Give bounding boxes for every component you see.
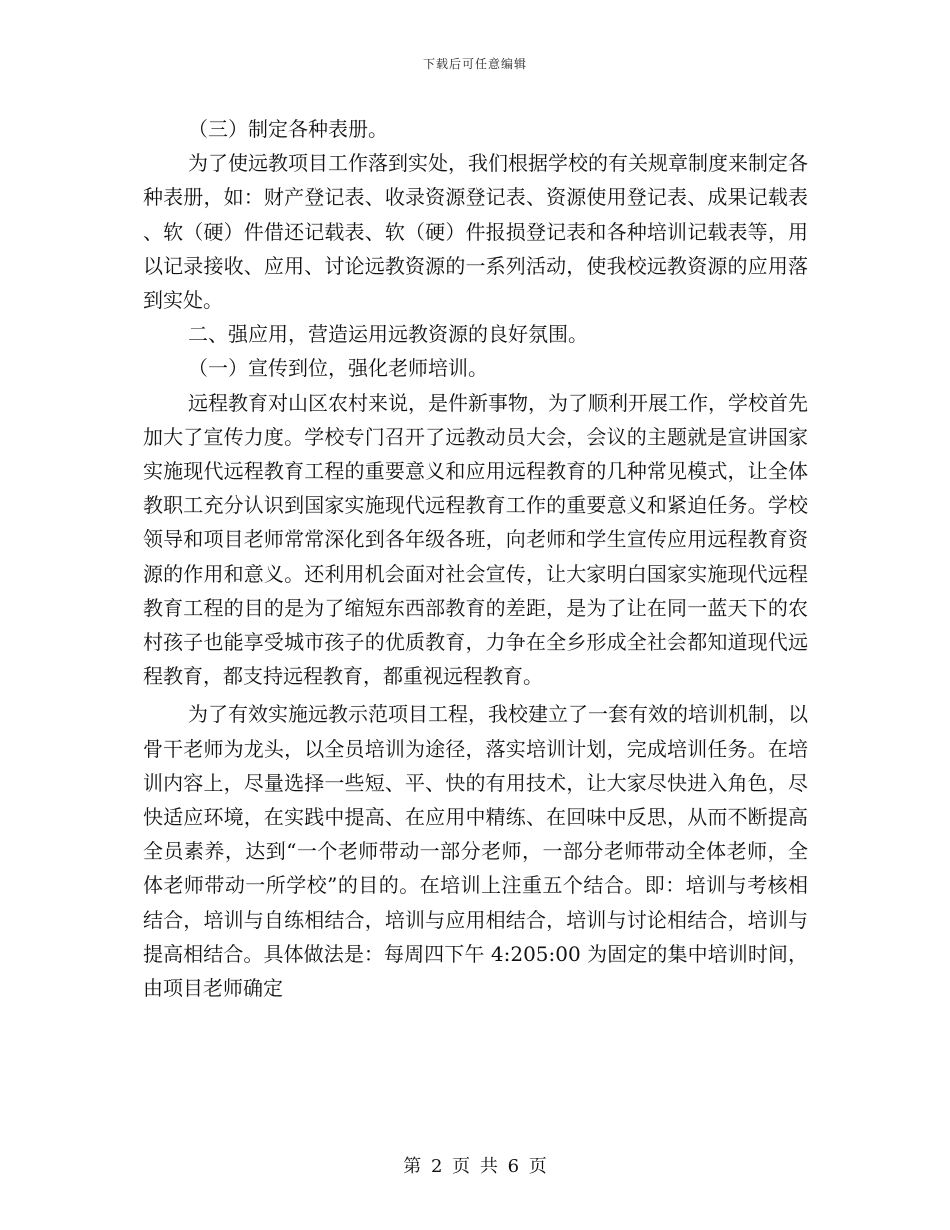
body-paragraph-training: 为了有效实施远教示范项目工程，我校建立了一套有效的培训机制，以骨干老师为龙头，以全员培训为途径，落实培训计划，完成培训任务。在培训内容上，尽量选择一些短、平、快的有用技术，让大家尽快进入角色，尽快适应环境，在实践中提高、在应用中精练、在回味中反思，从而不断提高全员素养，达到“一个老师带动一部分老师，一部分老师带动全体老师，全体老师带动一所学校”的目的。在培训上注重五个结合。即：培训与考核相结合，培训与自练相结合，培训与应用相结合，培训与讨论相结合，培训与提高相结合。具体做法是：每周四下午 4:205:00 为固定的集中培训时间，由项目老师确定 (143, 702, 808, 1001)
page-header: 下载后可任意编辑 (422, 57, 527, 71)
document-body (143, 112, 808, 1005)
body-paragraph-forms: 为了使远教项目工作落到实处，我们根据学校的有关规章制度来制定各种表册，如：财产登记表、收录资源登记表、资源使用登记表、成果记载表、软（硬）件借还记载表、软（硬）件报损登记表和各种培训记载表等，用以记录接收、应用、讨论远教资源的一系列活动，使我校远教资源的应用落到实处。 (143, 151, 808, 313)
subsection-heading-1: （一）宣传到位，强化老师培训。 (188, 356, 488, 381)
page-footer: 第 2 页 共 6 页 (403, 1156, 547, 1177)
subsection-heading-3: （三）制定各种表册。 (188, 117, 388, 141)
section-heading-2: 二、强应用，营造运用远教资源的良好氛围。 (188, 322, 588, 347)
body-paragraph-publicity: 远程教育对山区农村来说，是件新事物，为了顺利开展工作，学校首先加大了宣传力度。学校专门召开了远教动员大会，会议的主题就是宣讲国家实施现代远程教育工程的重要意义和应用远程教育的几种常见模式，让全体教职工充分认识到国家实施现代远程教育工作的重要意义和紧迫任务。学校领导和项目老师常常深化到各年级各班，向老师和学生宣传应用远程教育资源的作用和意义。还利用机会面对社会宣传，让大家明白国家实施现代远程教育工程的目的是为了缩短东西部教育的差距，是为了让在同一蓝天下的农村孩子也能享受城市孩子的优质教育，力争在全乡形成全社会都知道现代远程教育，都支持远程教育，都重视远程教育。 (143, 390, 808, 689)
